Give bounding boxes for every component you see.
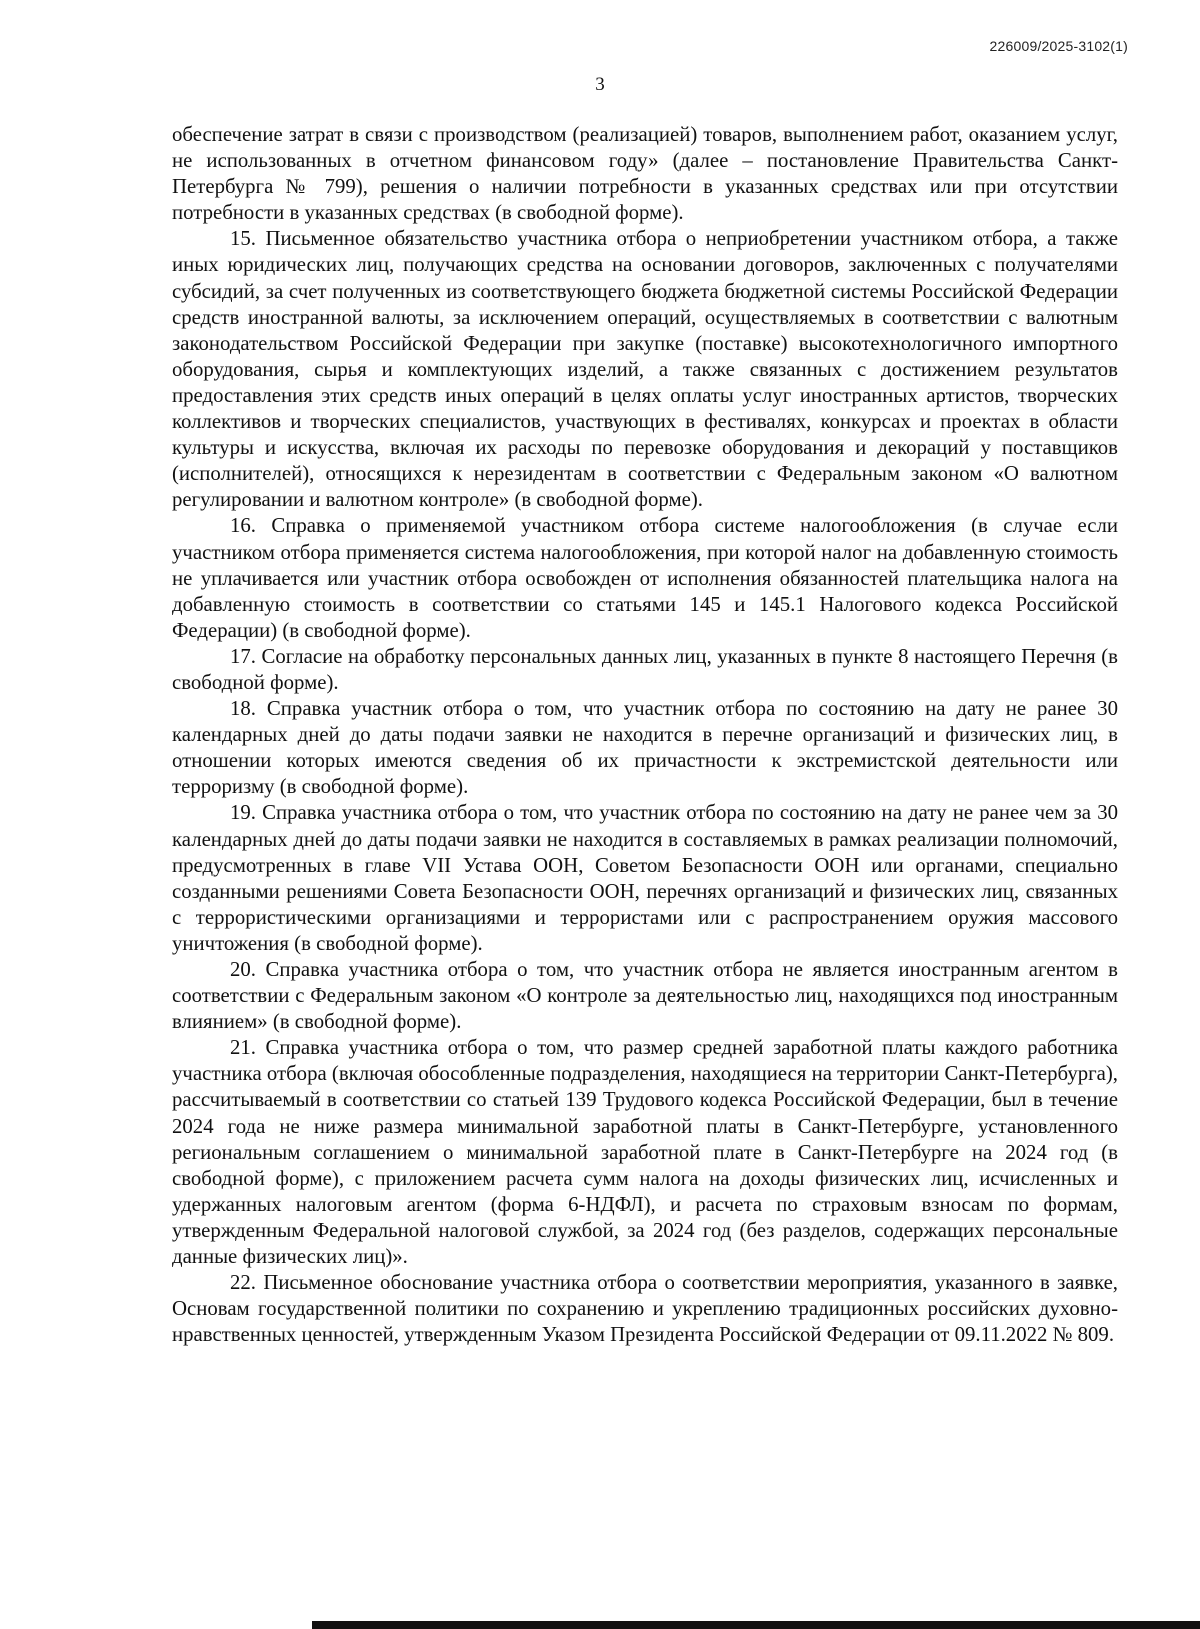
document-body	[172, 122, 1118, 1348]
paragraph-item-20: 20. Справка участника отбора о том, что участник отбора не является иностранным агентом в соответствии с Федеральным законом «О контроле за деятельностью лиц, находящихся под иностранным влиянием» (в свободной форме).	[172, 958, 1118, 1034]
paragraph-item-21: 21. Справка участника отбора о том, что размер средней заработной платы каждого работника участника отбора (включая обособленные подразделения, находящиеся на территории Санкт-Петербурга), рассчитываемый в соответствии со статьей 139 Трудового кодекса Российской Федерации, был в течение 2024 года не ниже размера минимальной заработной платы в Санкт-Петербурге, установленного региональным соглашением о минимальной заработной плате в Санкт-Петербурге на 2024 год (в свободной форме), с приложением расчета сумм налога на доходы физических лиц, исчисленных и удержанных налоговым агентом (форма 6-НДФЛ), и расчета по страховым взносам по формам, утвержденным Федеральной налоговой службой, за 2024 год (без разделов, содержащих персональные данные физических лиц)».	[172, 1036, 1119, 1269]
paragraph-item-19: 19. Справка участника отбора о том, что участник отбора по состоянию на дату не ранее чем за 30 календарных дней до даты подачи заявки не находится в составляемых в рамках реализации полномочий, предусмотренных в главе VII Устава ООН, Советом Безопасности ООН или органами, специально созданными решениями Совета Безопасности ООН, перечнях организаций и физических лиц, связанных с террористическими организациями и террористами или с распространением оружия массового уничтожения (в свободной форме).	[172, 801, 1118, 955]
paragraph-item-15: 15. Письменное обязательство участника отбора о неприобретении участником отбора, а также иных юридических лиц, получающих средства на основании договоров, заключенных с получателями субсидий, за счет полученных из соответствующего бюджета бюджетной системы Российской Федерации средств иностранной валюты, за исключением операций, осуществляемых в соответствии с валютным законодательством Российской Федерации при закупке (поставке) высокотехнологичного импортного оборудования, сырья и комплектующих изделий, а также связанных с достижением результатов предоставления этих средств иных операций в целях оплаты услуг иностранных артистов, творческих коллективов и творческих специалистов, участвующих в фестивалях, конкурсах и проектах в области культуры и искусства, включая их расходы по перевозке оборудования и декораций у поставщиков (исполнителей), относящихся к нерезидентам в соответствии с Федеральным законом «О валютном регулировании и валютном контроле» (в свободной форме).	[172, 227, 1118, 512]
page-number: 3	[595, 74, 605, 95]
paragraph-item-22: 22. Письменное обоснование участника отбора о соответствии мероприятия, указанного в заявке, Основам государственной политики по сохранению и укреплению традиционных российских духовно-нравственных ценностей, утвержденным Указом Президента Российской Федерации от 09.11.2022 № 809.	[172, 1271, 1118, 1347]
paragraph-item-16: 16. Справка о применяемой участником отбора системе налогообложения (в случае если участником отбора применяется система налогообложения, при которой налог на добавленную стоимость не уплачивается или участник отбора освобожден от исполнения обязанностей плательщика налога на добавленную стоимость в соответствии со статьями 145 и 145.1 Налогового кодекса Российской Федерации) (в свободной форме).	[172, 514, 1118, 642]
document-registration-number: 226009/2025-3102(1)	[989, 38, 1128, 54]
scan-edge-bar	[312, 1621, 1200, 1629]
paragraph-continuation: обеспечение затрат в связи с производством (реализацией) товаров, выполнением работ, оказанием услуг, не использованных в отчетном финансовом году» (далее – постановление Правительства Санкт-Петербурга № 799), решения о наличии потребности в указанных средствах или при отсутствии потребности в указанных средствах (в свободной форме).	[172, 123, 1118, 225]
paragraph-item-18: 18. Справка участник отбора о том, что участник отбора по состоянию на дату не ранее 30 календарных дней до даты подачи заявки не находится в перечне организаций и физических лиц, в отношении которых имеются сведения об их причастности к экстремистской деятельности или терроризму (в свободной форме).	[172, 697, 1118, 799]
paragraph-item-17: 17. Согласие на обработку персональных данных лиц, указанных в пункте 8 настоящего Перечня (в свободной форме).	[172, 644, 1118, 694]
